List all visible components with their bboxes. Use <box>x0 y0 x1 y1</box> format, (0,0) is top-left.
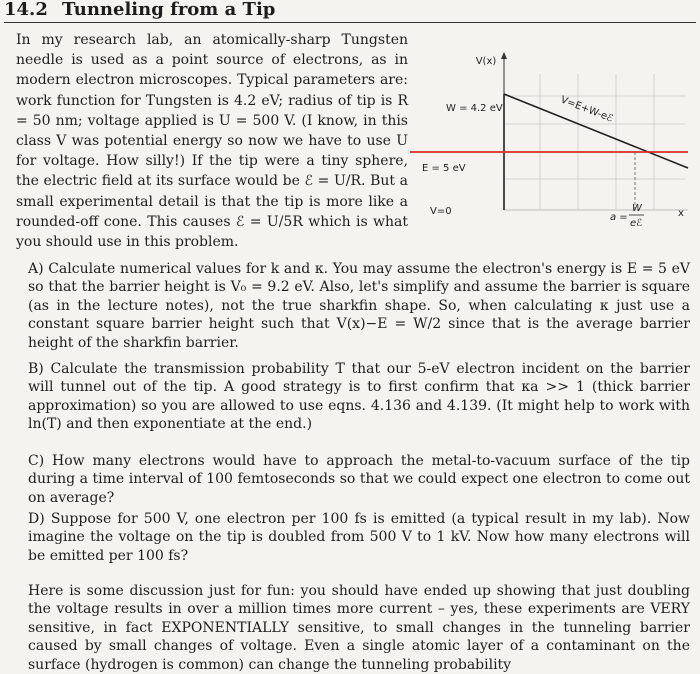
grid <box>504 74 685 209</box>
y-axis-arrow <box>501 52 507 59</box>
question-a: A) Calculate numerical values for k and κ. You may assume the electron's energy is E = 5 eV so that the barrier height is V₀ = 9.2 eV. Also, let's simplify and assume the barrier is square (as in the lecture notes), not the true sharkfin shape. So, when calculating κ just use a constant square barrier height such that V(x)−E = W/2 since that is the average barrier height of the sharkfin barrier. <box>28 261 690 351</box>
slope-label: V=E+W-eℰ <box>558 94 615 125</box>
question-b: B) Calculate the transmission probability T that our 5-eV electron incident on the barrier will tunnel out of the tip. A good strategy is to first confirm that κa >> 1 (thick barrier approximation) so you are allowed to use eqns. 4.136 and 4.139. (It might help to work with ln(T) and then exponentiate at the end.) <box>28 361 690 433</box>
v0-label: V=0 <box>430 206 452 217</box>
e-label: E = 5 eV <box>422 163 466 174</box>
y-axis-label: V(x) <box>475 56 497 67</box>
question-d: D) Suppose for 500 V, one electron per 100 fs is emitted (a typical result in my lab). Now imagine the voltage on the tip is doubled from 500 V to 1 kV. Now how many electrons will be emitted per 100 fs? <box>28 511 690 564</box>
intro-paragraph <box>16 30 408 252</box>
a-label-denominator: eℰ <box>630 218 643 229</box>
discussion-paragraph: Here is some discussion just for fun: you should have ended up showing that just doubling the voltage results in over a million times more current – yes, these experiments are VERY sensitive, in fact EXPONENTIALLY sensitive, to small changes in the tunneling barrier caused by small changes of voltage. Even a single atomic layer of a contaminant on the surface (hydrogen is common) can change the tunneling probability <box>28 583 690 673</box>
question-c: C) How many electrons would have to approach the metal-to-vacuum surface of the tip during a time interval of 100 femtoseconds so that we could expect one electron to come out on average? <box>28 453 690 506</box>
a-label: a = <box>610 212 628 223</box>
potential-slope <box>504 94 688 168</box>
a-label-numerator: W <box>632 203 642 214</box>
section-number: 14.2 <box>4 0 48 20</box>
section-heading <box>4 0 696 23</box>
potential-diagram <box>410 44 700 244</box>
section-title: Tunneling from a Tip <box>62 0 276 20</box>
intro-text: In my research lab, an atomically-sharp Tungsten needle is used as a point source of electrons, as in modern electron microscopes. Typical parameters are: work function for Tungsten is 4.2 eV; radius of tip is R = 50 nm; voltage applied is U = 500 V. (I know, in this class V was potential energy so now we have to use U for voltage. How silly!) If the tip were a tiny sphere, the electric field at its surface would be ℰ = U/R. But a small experimental detail is that the tip is more like a rounded-off cone. This causes ℰ = U/5R which is what you should use in this problem. <box>16 32 408 251</box>
x-axis-label: x <box>678 208 684 219</box>
w-label: W = 4.2 eV <box>446 103 503 114</box>
